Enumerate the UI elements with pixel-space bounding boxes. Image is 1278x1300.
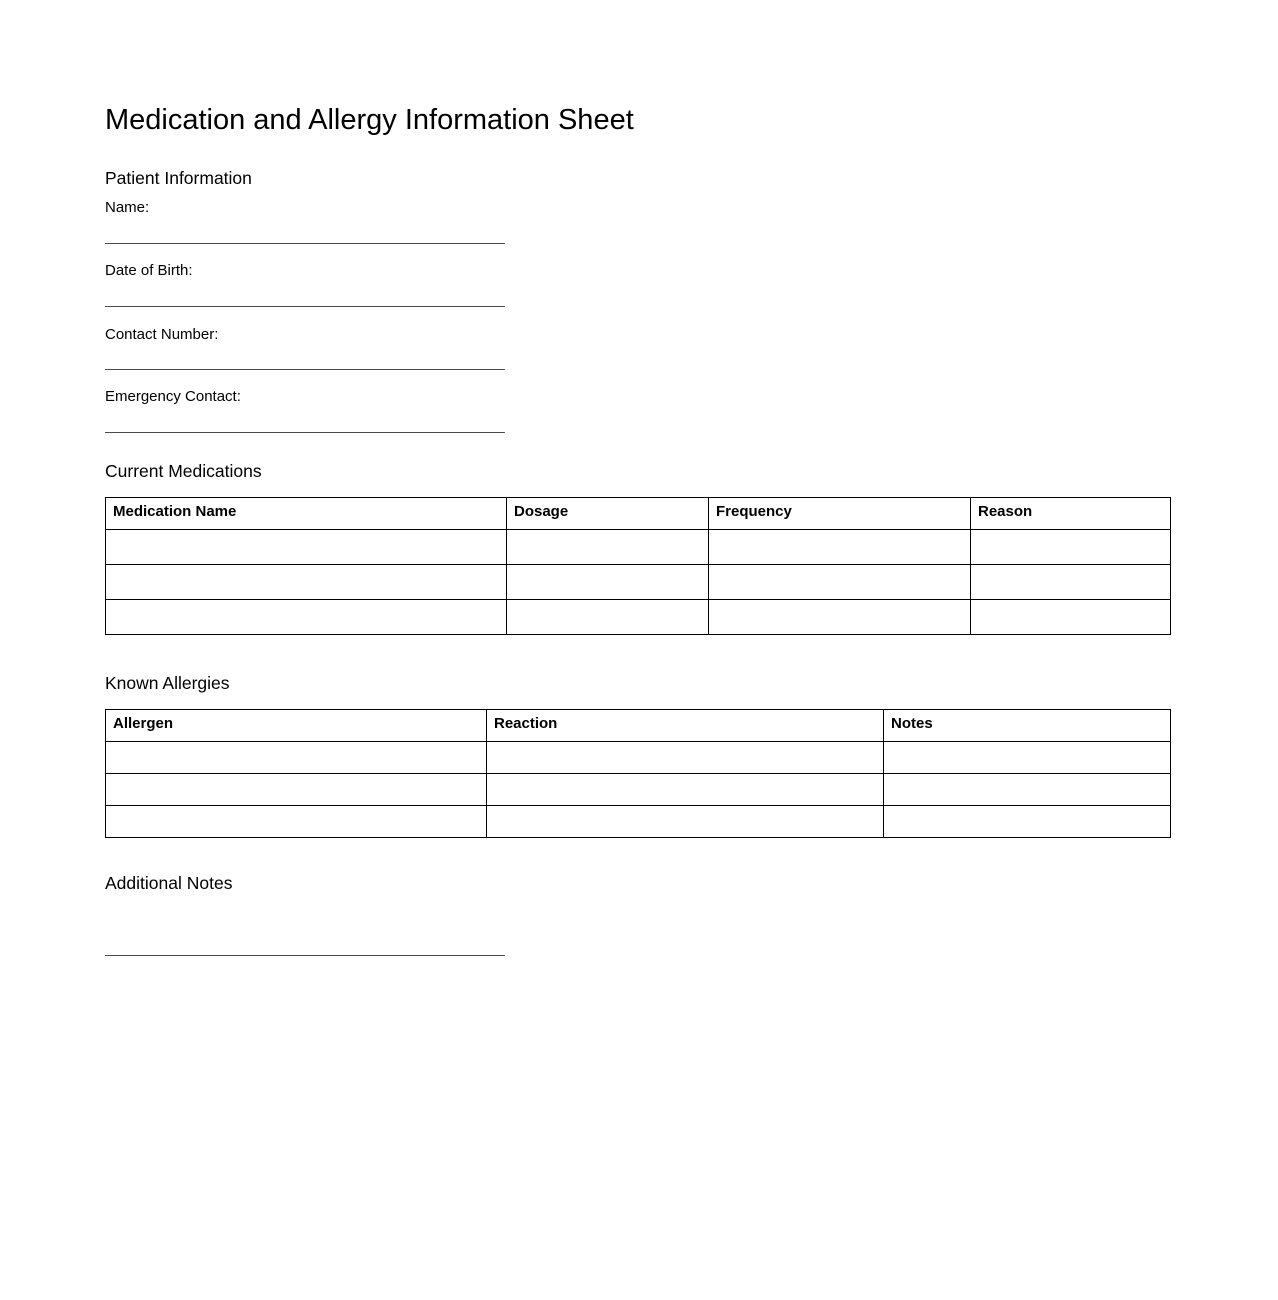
name-field-line [105,243,505,244]
frequency-column-header: Frequency [709,498,971,530]
table-row [106,600,1171,635]
current-medications-heading: Current Medications [105,461,262,481]
table-cell [106,742,487,774]
allergies-header-row [106,710,1171,742]
table-cell [971,600,1171,635]
table-cell [884,774,1171,806]
contact-number-field-line [105,369,505,370]
table-cell [709,565,971,600]
table-row [106,742,1171,774]
table-cell [106,565,507,600]
table-cell [487,742,884,774]
table-cell [709,600,971,635]
emergency-contact-label: Emergency Contact: [105,388,241,405]
known-allergies-heading: Known Allergies [105,673,230,693]
table-row [106,806,1171,838]
table-cell [106,806,487,838]
table-cell [971,565,1171,600]
medications-table [105,497,1171,635]
table-cell [507,565,709,600]
additional-notes-heading: Additional Notes [105,873,233,893]
medication-name-column-header: Medication Name [106,498,507,530]
patient-information-heading: Patient Information [105,168,252,188]
allergen-column-header: Allergen [106,710,487,742]
reaction-column-header: Reaction [487,710,884,742]
table-cell [487,774,884,806]
table-cell [106,600,507,635]
table-cell [884,742,1171,774]
contact-number-label: Contact Number: [105,326,219,343]
medications-header-row [106,498,1171,530]
reason-column-header: Reason [971,498,1171,530]
table-row [106,565,1171,600]
table-cell [106,530,507,565]
additional-notes-field-line [105,955,505,956]
name-label: Name: [105,199,150,216]
emergency-contact-field-line [105,432,505,433]
table-cell [884,806,1171,838]
dosage-column-header: Dosage [507,498,709,530]
table-cell [507,600,709,635]
page-title: Medication and Allergy Information Sheet [105,104,634,136]
date-of-birth-field-line [105,306,505,307]
date-of-birth-label: Date of Birth: [105,262,193,279]
table-cell [971,530,1171,565]
table-row [106,774,1171,806]
table-cell [709,530,971,565]
table-cell [106,774,487,806]
table-cell [487,806,884,838]
allergies-table [105,709,1171,838]
table-row [106,530,1171,565]
notes-column-header: Notes [884,710,1171,742]
table-cell [507,530,709,565]
